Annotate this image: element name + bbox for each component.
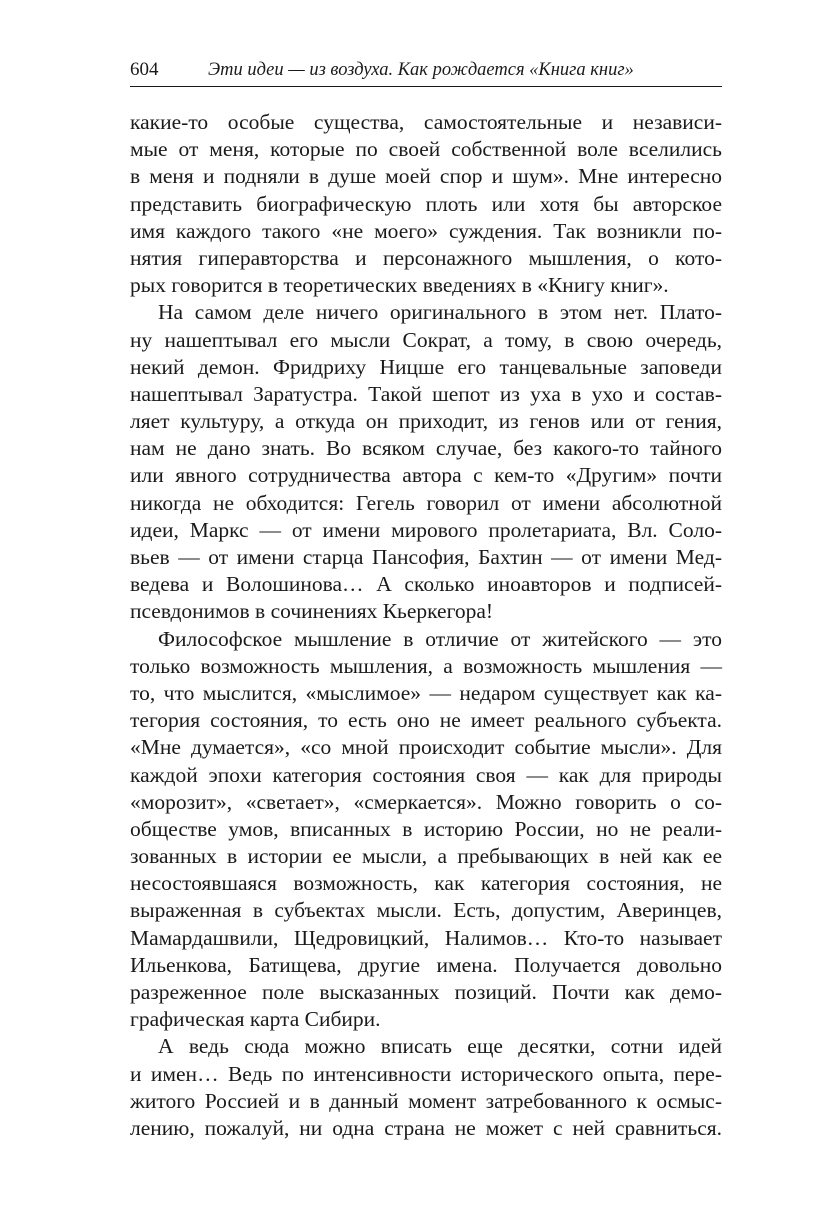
text-line: имя каждого такого «не моего» суждения. Так возникли по- (130, 218, 722, 243)
text-line: каждой эпохи категория состояния своя — как для природы (130, 762, 722, 787)
text-line: несостоявшаяся возможность, как категория состояния, не (130, 871, 722, 896)
text-line: «морозит», «светает», «смеркается». Можно говорить о со- (130, 789, 722, 814)
text-line: нашептывал Заратустра. Такой шепот из уха в ухо и состав- (130, 381, 722, 406)
text-line: вьев — от имени старца Пансофия, Бахтин — от имени Мед- (130, 545, 722, 569)
text-line: житого Россией и в данный момент затребованного к осмыс- (130, 1088, 722, 1113)
book-page (130, 58, 722, 1142)
text-line: нятия гиперавторства и персонажного мышления, о кото- (130, 245, 722, 270)
text-line: некий демон. Фридриху Ницше его танцевальные заповеди (130, 354, 722, 379)
text-line: Философское мышление в отличие от житейского — это (158, 626, 722, 651)
text-line: А ведь сюда можно вписать еще десятки, сотни идей (158, 1034, 722, 1059)
body-text (130, 109, 722, 1142)
paragraph (130, 109, 722, 299)
text-line: тегория состояния, то есть оно не имеет реального субъекта. (130, 708, 722, 733)
text-line: разреженное поле высказанных позиций. Почти как демо- (130, 980, 722, 1004)
text-line: в меня и подняли в душе моей спор и шум». Мне интересно (130, 164, 722, 189)
text-line: представить биографическую плоть или хотя бы авторское (130, 191, 722, 216)
text-line: мые от меня, которые по своей собственной воле вселились (130, 137, 722, 162)
text-line: и имен… Ведь по интенсивности исторического опыта, пере- (130, 1061, 722, 1086)
text-line: выраженная в субъектах мысли. Есть, допустим, Аверинцев, (130, 898, 722, 923)
page-number: 604 (130, 59, 159, 80)
text-line: лению, пожалуй, ни одна страна не может с ней сравниться. (130, 1115, 722, 1140)
text-line: графическая карта Сибири. (130, 1007, 381, 1032)
text-line: никогда не обходится: Гегель говорил от имени абсолютной (130, 490, 722, 515)
running-head (130, 58, 722, 87)
text-line: Мамардашвили, Щедровицкий, Налимов… Кто-то называет (130, 925, 722, 950)
text-line: ну нашептывал его мысли Сократ, а тому, в свою очередь, (130, 327, 722, 352)
text-line: На самом деле ничего оригинального в этом нет. Плато- (158, 300, 722, 325)
text-line: какие-то особые существа, самостоятельные и независи- (130, 110, 722, 134)
text-line: ведева и Волошинова… А сколько иноавторов и подписей- (130, 572, 722, 597)
paragraph (130, 1033, 722, 1142)
text-line: «Мне думается», «со мной происходит событие мысли». Для (130, 735, 722, 760)
text-line: нам не дано знать. Во всяком случае, без какого-то тайного (130, 436, 722, 461)
text-line: то, что мыслится, «мыслимое» — недаром существует как ка- (130, 680, 722, 705)
text-line: зованных в истории ее мысли, а пребывающих в ней как ее (130, 844, 722, 869)
text-line: или явного сотрудничества автора с кем-то «Другим» почти (130, 463, 722, 488)
paragraph (130, 626, 722, 1034)
text-line: идеи, Маркс — от имени мирового пролетариата, Вл. Соло- (130, 517, 722, 542)
text-line: рых говорится в теоретических введениях в «Книгу книг». (130, 273, 669, 298)
text-line: Ильенкова, Батищева, другие имена. Получается довольно (130, 952, 722, 977)
text-line: ляет культуру, а откуда он приходит, из генов или от гения, (130, 409, 722, 434)
running-title: Эти идеи — из воздуха. Как рождается «Книга книг» (208, 60, 634, 80)
text-line: обществе умов, вписанных в историю России, но не реали- (130, 816, 722, 841)
text-line: псевдонимов в сочинениях Кьеркегора! (130, 599, 494, 624)
text-line: только возможность мышления, а возможность мышления — (130, 653, 722, 678)
paragraph (130, 299, 722, 625)
